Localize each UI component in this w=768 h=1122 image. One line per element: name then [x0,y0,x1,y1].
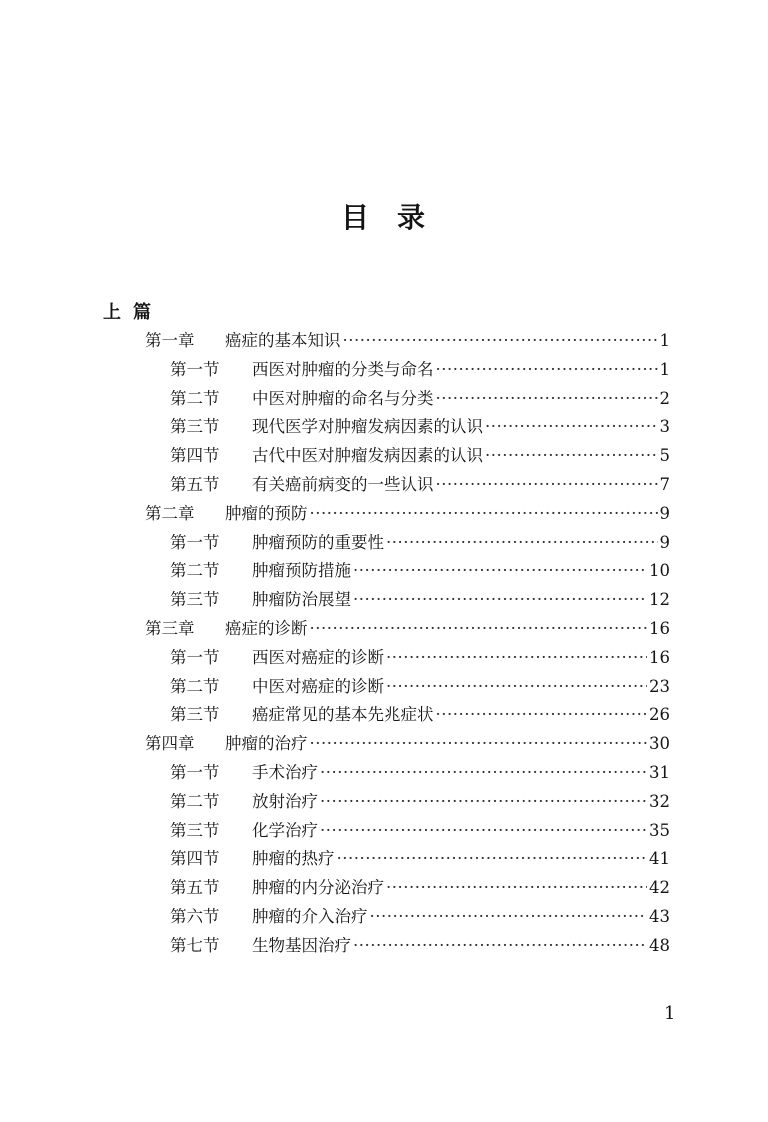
entry-title: 中医对癌症的诊断 [252,676,384,696]
toc-section-entry [170,845,670,873]
part-char-1: 上 [103,302,121,323]
entry-number: 第二节 [170,561,220,581]
entry-number: 第一节 [170,763,220,782]
entry-number: 第二节 [170,676,220,696]
toc-chapter-entry [145,327,670,355]
toc-section-entry [170,644,670,672]
dot-leader [436,701,648,729]
entry-page: 43 [649,907,670,926]
entry-number: 第一节 [170,359,220,379]
entry-title: 癌症的基本知识 [225,331,341,350]
entry-page: 1 [659,331,670,350]
entry-number: 第三节 [170,417,220,437]
entry-number: 第二节 [170,791,220,811]
entry-page: 3 [659,417,670,437]
toc-section-entry [170,529,670,557]
entry-title: 现代医学对肿瘤发病因素的认识 [252,417,483,437]
dot-leader [337,845,648,873]
entry-title: 西医对癌症的诊断 [252,647,384,667]
entry-title: 有关癌前病变的一些认识 [252,475,434,494]
entry-page: 16 [649,647,670,667]
entry-title: 癌症常见的基本先兆症状 [252,705,434,725]
entry-title: 肿瘤的热疗 [252,849,335,869]
toc-section-entry [170,701,670,729]
entry-page: 10 [649,561,670,581]
entry-title: 肿瘤的预防 [225,503,308,523]
entry-title: 古代中医对肿瘤发病因素的认识 [252,446,483,466]
entry-page: 42 [649,878,670,898]
entry-page: 26 [649,705,670,725]
entry-number: 第三节 [170,590,220,610]
entry-page: 23 [649,676,670,696]
entry-number: 第二章 [145,503,195,523]
entry-page: 48 [649,935,670,955]
dot-leader [343,327,658,355]
dot-leader [386,529,658,557]
entry-title: 放射治疗 [252,791,318,811]
entry-number: 第四节 [170,849,220,869]
entry-number: 第一章 [145,331,195,350]
entry-number: 第五节 [170,475,220,494]
title-char-1: 目 [340,201,371,234]
entry-number: 第一节 [170,647,220,667]
dot-leader [320,759,647,787]
entry-page: 31 [649,763,670,782]
dot-leader [436,385,658,413]
dot-leader [310,500,658,528]
toc-section-entry [170,413,670,441]
dot-leader [320,817,647,845]
entry-page: 30 [649,734,670,754]
dot-leader [353,932,647,960]
dot-leader [310,615,648,643]
toc-section-entry [170,586,670,614]
entry-number: 第五节 [170,878,220,898]
entry-page: 5 [659,446,670,466]
dot-leader [386,874,647,902]
entry-page: 9 [659,503,670,523]
toc-section-entry [170,442,670,470]
toc-section-entry [170,932,670,960]
entry-title: 化学治疗 [252,820,318,840]
entry-title: 手术治疗 [252,763,318,782]
entry-page: 35 [649,820,670,840]
dot-leader [310,730,648,758]
entry-title: 肿瘤预防的重要性 [252,532,384,552]
dot-leader [370,903,648,931]
entry-title: 肿瘤的内分泌治疗 [252,878,384,898]
toc-section-entry [170,471,670,499]
entry-number: 第四节 [170,446,220,466]
part-char-2: 篇 [133,302,151,323]
entry-page: 41 [649,849,670,869]
entry-page: 12 [649,590,670,610]
dot-leader [353,557,647,585]
toc-chapter-entry [145,500,670,528]
entry-page: 9 [659,532,670,552]
page-number: 1 [664,1003,676,1024]
dot-leader [320,788,647,816]
entry-title: 生物基因治疗 [252,935,351,955]
entry-number: 第三节 [170,705,220,725]
toc-section-entry [170,385,670,413]
entry-number: 第三章 [145,619,195,638]
entry-page: 1 [659,359,670,379]
dot-leader [485,442,658,470]
entry-title: 肿瘤防治展望 [252,590,351,610]
toc-section-entry [170,817,670,845]
dot-leader [386,673,647,701]
entry-number: 第七节 [170,935,220,955]
toc-section-entry [170,557,670,585]
title-char-2: 录 [397,201,428,234]
entry-page: 32 [649,791,670,811]
entry-page: 2 [659,388,670,408]
toc-section-entry [170,673,670,701]
toc-section-entry [170,788,670,816]
toc-section-entry [170,874,670,902]
entry-number: 第六节 [170,907,220,926]
dot-leader [436,356,658,384]
entry-title: 肿瘤预防措施 [252,561,351,581]
dot-leader [436,471,658,499]
entry-number: 第三节 [170,820,220,840]
entry-title: 肿瘤的治疗 [225,734,308,754]
dot-leader [353,586,647,614]
entry-page: 7 [659,475,670,494]
toc-chapter-entry [145,730,670,758]
dot-leader [386,644,647,672]
toc-chapter-entry [145,615,670,643]
entry-title: 癌症的诊断 [225,619,308,638]
toc-section-entry [170,759,670,787]
toc-section-entry [170,903,670,931]
toc-section-entry [170,356,670,384]
entry-title: 西医对肿瘤的分类与命名 [252,359,434,379]
dot-leader [485,413,658,441]
entry-title: 肿瘤的介入治疗 [252,907,368,926]
page-title [0,196,768,236]
entry-number: 第四章 [145,734,195,754]
entry-number: 第二节 [170,388,220,408]
entry-page: 16 [649,619,670,638]
entry-title: 中医对肿瘤的命名与分类 [252,388,434,408]
entry-number: 第一节 [170,532,220,552]
part-heading [103,298,151,324]
